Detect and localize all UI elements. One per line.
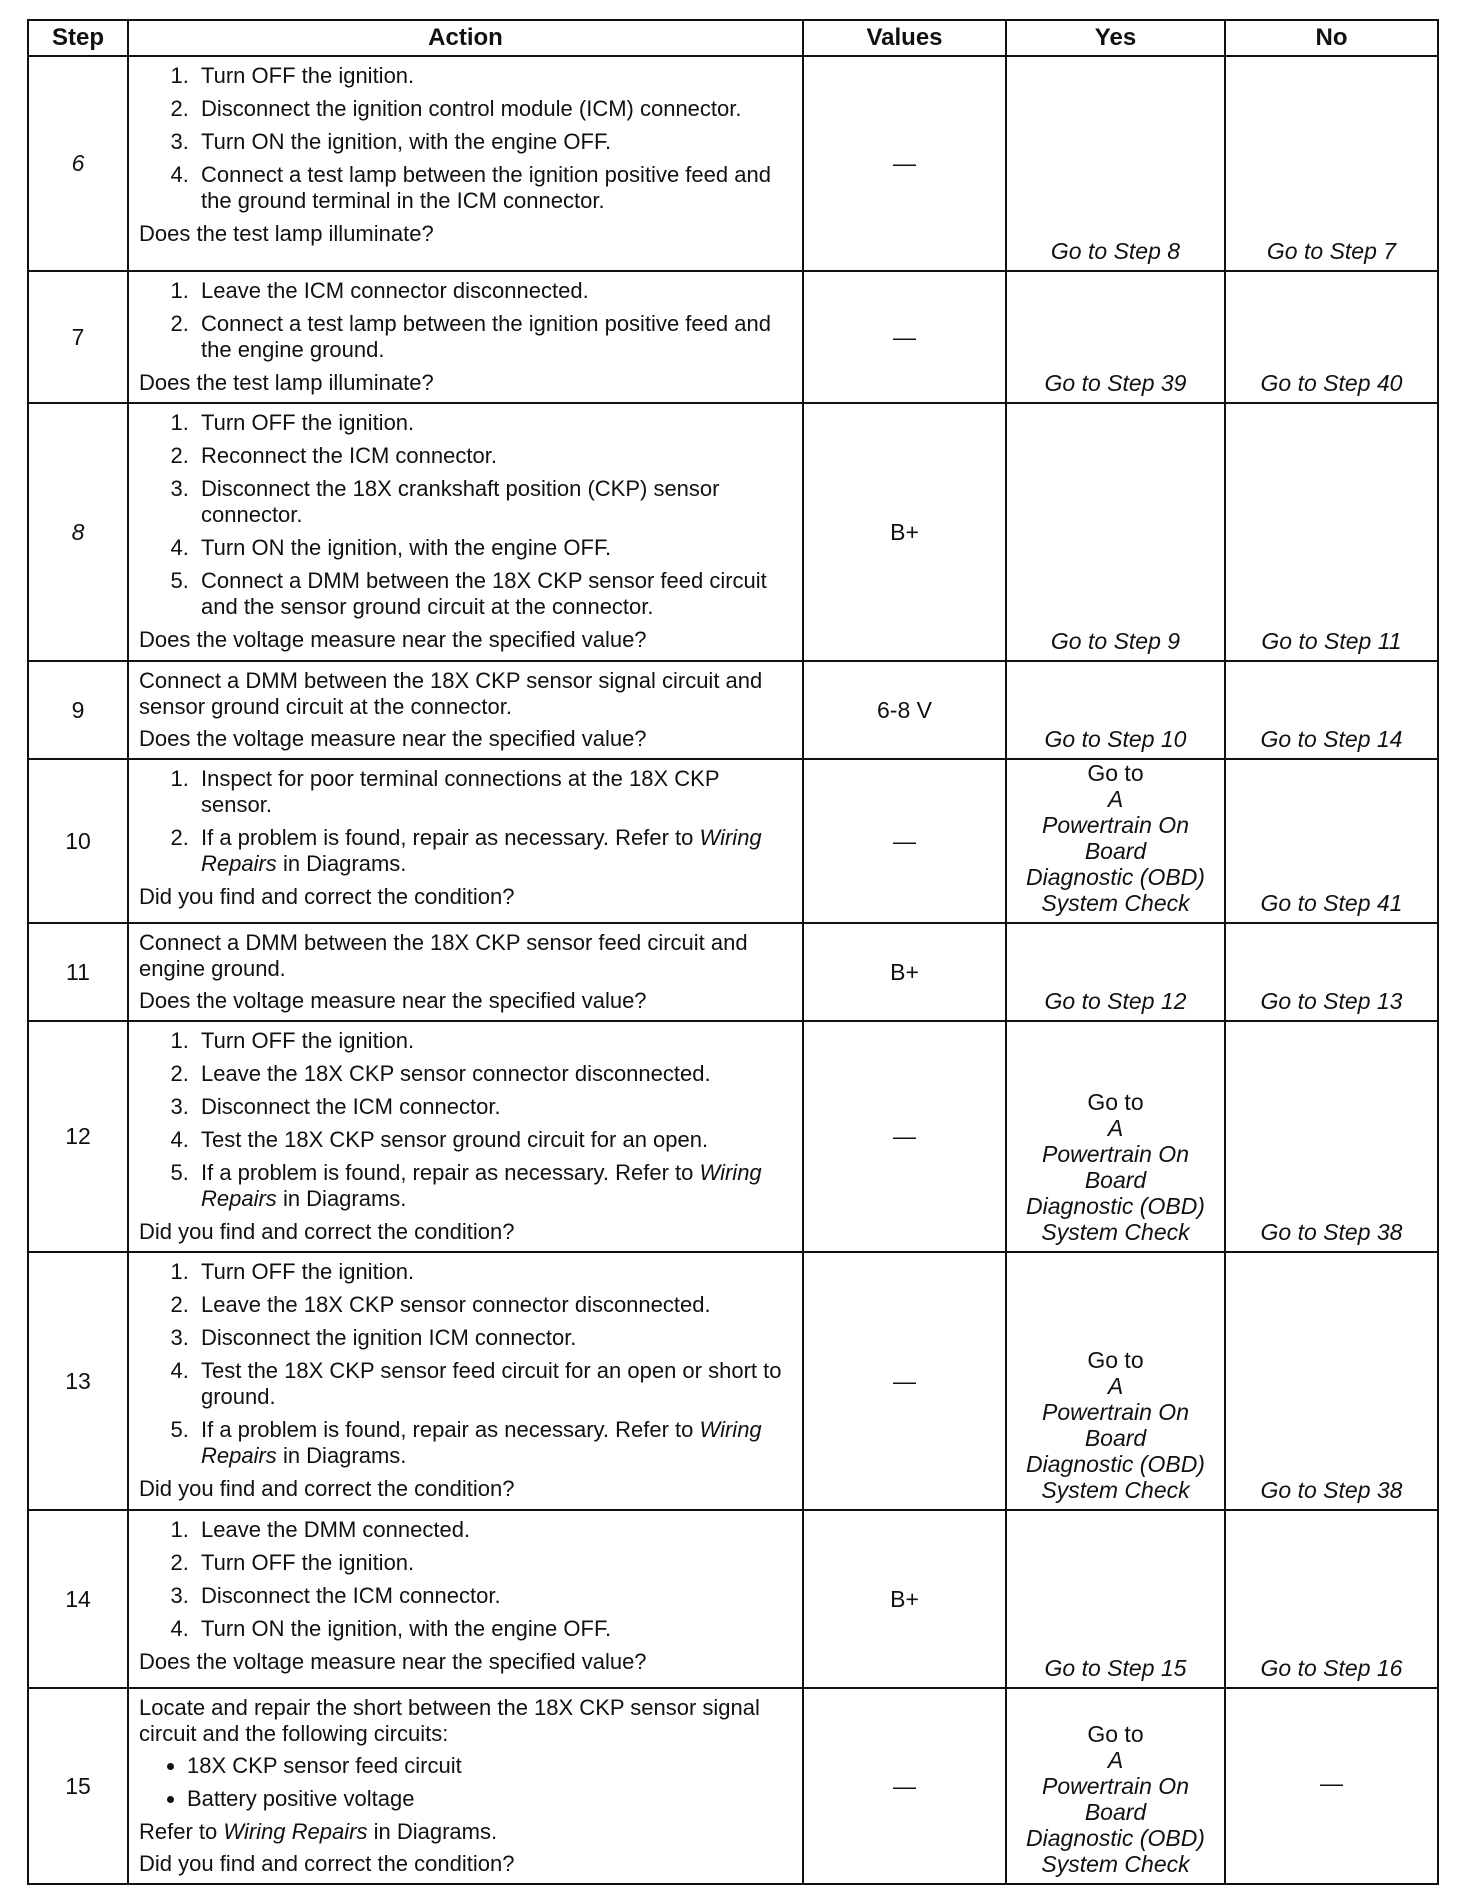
question: Does the test lamp illuminate? — [139, 370, 434, 395]
yes-cell: Go to Step 15 — [1006, 1510, 1225, 1688]
obd-a: A — [1107, 1115, 1124, 1141]
list-item — [195, 825, 792, 877]
yes-cell: Go to Step 39 — [1006, 271, 1225, 403]
values-cell: — — [803, 759, 1006, 923]
obd-line: Board — [1084, 1799, 1147, 1825]
obd-line: Diagnostic (OBD) — [1026, 864, 1205, 890]
list-item: 2. Turn OFF the ignition. — [195, 1550, 792, 1576]
header-step: Step — [28, 20, 128, 56]
step-number: 11 — [28, 923, 128, 1021]
yes-cell: Go to Step 10 — [1006, 661, 1225, 759]
values-cell: — — [803, 271, 1006, 403]
obd-line: Diagnostic (OBD) — [1026, 1193, 1205, 1219]
list-item: 1. Inspect for poor terminal connections at the 18X CKP sensor. — [195, 766, 792, 818]
obd-reference — [1007, 1721, 1224, 1877]
obd-line: Board — [1084, 1167, 1147, 1193]
table-row-step-6 — [28, 56, 1438, 271]
list-item: 2. Reconnect the ICM connector. — [195, 443, 792, 469]
table-row-step-7 — [28, 271, 1438, 403]
list-item: • 18X CKP sensor feed circuit — [187, 1753, 792, 1779]
table-row-step-13 — [28, 1252, 1438, 1510]
action-list — [139, 278, 792, 363]
obd-line: System Check — [1041, 1219, 1190, 1245]
action-cell — [128, 1252, 803, 1510]
table-row-step-14 — [28, 1510, 1438, 1688]
action-list — [139, 766, 792, 877]
action-cell — [128, 1688, 803, 1884]
item-text: Refer to — [139, 1819, 218, 1844]
header-yes: Yes — [1006, 20, 1225, 56]
obd-a: A — [1107, 1747, 1124, 1773]
table-row-step-10 — [28, 759, 1438, 923]
list-item — [195, 1160, 792, 1212]
wiring-repairs-ref: Wiring Repairs — [201, 1160, 762, 1211]
table-row-step-11 — [28, 923, 1438, 1021]
action-text: Locate and repair the short between the 18X CKP sensor signal circuit and the following circuits: — [139, 1695, 760, 1746]
item-text: If a problem is found, repair as necessary. Refer to — [201, 1417, 694, 1442]
values-cell: — — [803, 1252, 1006, 1510]
list-item: 1. Turn OFF the ignition. — [195, 1259, 792, 1285]
step-number: 8 — [28, 403, 128, 661]
item-text: in Diagrams. — [373, 1819, 498, 1844]
no-cell: Go to Step 40 — [1225, 271, 1438, 403]
values-cell: B+ — [803, 403, 1006, 661]
values-cell: B+ — [803, 923, 1006, 1021]
list-item: 1. Turn OFF the ignition. — [195, 63, 792, 89]
yes-cell — [1006, 1688, 1225, 1884]
action-list — [139, 1028, 792, 1212]
list-item: 2. Disconnect the ignition control module (ICM) connector. — [195, 96, 792, 122]
action-text: Connect a DMM between the 18X CKP sensor signal circuit and sensor ground circuit at the connector. — [139, 668, 763, 719]
obd-line: Powertrain On — [1041, 1399, 1189, 1425]
no-cell: Go to Step 41 — [1225, 759, 1438, 923]
obd-reference — [1007, 1089, 1224, 1245]
values-cell: — — [803, 1688, 1006, 1884]
list-item: 1. Leave the ICM connector disconnected. — [195, 278, 792, 304]
no-cell: — — [1225, 1688, 1438, 1884]
no-cell: Go to Step 11 — [1225, 403, 1438, 661]
obd-line: Board — [1084, 838, 1147, 864]
list-item: 1. Turn OFF the ignition. — [195, 410, 792, 436]
item-text: If a problem is found, repair as necessary. Refer to — [201, 825, 694, 850]
step-number: 15 — [28, 1688, 128, 1884]
no-cell: Go to Step 16 — [1225, 1510, 1438, 1688]
list-item: 2. Leave the 18X CKP sensor connector disconnected. — [195, 1292, 792, 1318]
step-number: 12 — [28, 1021, 128, 1252]
action-cell — [128, 1510, 803, 1688]
action-cell — [128, 1021, 803, 1252]
yes-cell: Go to Step 9 — [1006, 403, 1225, 661]
question: Did you find and correct the condition? — [139, 1219, 515, 1244]
values-cell: B+ — [803, 1510, 1006, 1688]
step-number: 14 — [28, 1510, 128, 1688]
header-row — [28, 20, 1438, 56]
list-item: • Battery positive voltage — [187, 1786, 792, 1812]
list-item: 3. Turn ON the ignition, with the engine OFF. — [195, 129, 792, 155]
action-cell — [128, 271, 803, 403]
bullet-list — [139, 1753, 792, 1812]
step-number: 7 — [28, 271, 128, 403]
no-cell: Go to Step 7 — [1225, 56, 1438, 271]
question: Did you find and correct the condition? — [139, 1851, 515, 1876]
list-item: 3. Disconnect the 18X crankshaft position (CKP) sensor connector. — [195, 476, 792, 528]
values-cell: 6-8 V — [803, 661, 1006, 759]
item-text: If a problem is found, repair as necessary. Refer to — [201, 1160, 694, 1185]
list-item — [195, 1417, 792, 1469]
action-list — [139, 63, 792, 214]
header-values: Values — [803, 20, 1006, 56]
question: Does the test lamp illuminate? — [139, 221, 434, 246]
goto-text: Go to — [1087, 760, 1144, 786]
action-cell — [128, 56, 803, 271]
list-item: 3. Disconnect the ICM connector. — [195, 1583, 792, 1609]
obd-line: Powertrain On — [1041, 1141, 1189, 1167]
list-item: 3. Disconnect the ignition ICM connector. — [195, 1325, 792, 1351]
refer-text — [139, 1819, 792, 1845]
obd-line — [1007, 1721, 1224, 1773]
no-cell: Go to Step 14 — [1225, 661, 1438, 759]
obd-reference — [1007, 1347, 1224, 1503]
yes-cell — [1006, 759, 1225, 923]
obd-line: System Check — [1041, 890, 1190, 916]
yes-cell — [1006, 1252, 1225, 1510]
yes-cell: Go to Step 8 — [1006, 56, 1225, 271]
values-cell: — — [803, 56, 1006, 271]
values-cell: — — [803, 1021, 1006, 1252]
obd-line: Powertrain On — [1041, 1773, 1189, 1799]
obd-line — [1007, 1089, 1224, 1141]
obd-line — [1007, 1347, 1224, 1399]
action-text: Connect a DMM between the 18X CKP sensor feed circuit and engine ground. — [139, 930, 748, 981]
question: Did you find and correct the condition? — [139, 1476, 515, 1501]
obd-reference — [1007, 760, 1224, 916]
wiring-repairs-ref: Wiring Repairs — [201, 825, 762, 876]
item-text: in Diagrams. — [282, 1443, 407, 1468]
wiring-repairs-ref: Wiring Repairs — [201, 1417, 762, 1468]
action-cell — [128, 759, 803, 923]
action-cell — [128, 661, 803, 759]
obd-a: A — [1107, 1373, 1124, 1399]
obd-line: System Check — [1041, 1477, 1190, 1503]
list-item: 5. Connect a DMM between the 18X CKP sensor feed circuit and the sensor ground circuit at the connector. — [195, 568, 792, 620]
yes-cell: Go to Step 12 — [1006, 923, 1225, 1021]
step-number: 6 — [28, 56, 128, 271]
list-item: 4. Test the 18X CKP sensor ground circuit for an open. — [195, 1127, 792, 1153]
list-item: 4. Connect a test lamp between the ignition positive feed and the ground terminal in the ICM connector. — [195, 162, 792, 214]
question: Did you find and correct the condition? — [139, 884, 515, 909]
obd-a: A — [1107, 786, 1124, 812]
step-number: 9 — [28, 661, 128, 759]
action-cell — [128, 923, 803, 1021]
list-item: 1. Leave the DMM connected. — [195, 1517, 792, 1543]
obd-line: System Check — [1041, 1851, 1190, 1877]
action-list — [139, 1517, 792, 1642]
list-item: 3. Disconnect the ICM connector. — [195, 1094, 792, 1120]
question: Does the voltage measure near the specified value? — [139, 988, 647, 1013]
no-cell: Go to Step 38 — [1225, 1252, 1438, 1510]
list-item: 2. Connect a test lamp between the ignition positive feed and the engine ground. — [195, 311, 792, 363]
item-text: in Diagrams. — [282, 1186, 407, 1211]
wiring-repairs-ref: Wiring Repairs — [223, 1819, 368, 1844]
obd-line: Board — [1084, 1425, 1147, 1451]
obd-line: Diagnostic (OBD) — [1026, 1451, 1205, 1477]
goto-text: Go to — [1087, 1347, 1144, 1373]
list-item: 4. Turn ON the ignition, with the engine OFF. — [195, 535, 792, 561]
goto-text: Go to — [1087, 1089, 1144, 1115]
goto-text: Go to — [1087, 1721, 1144, 1747]
table-row-step-15 — [28, 1688, 1438, 1884]
list-item: 4. Turn ON the ignition, with the engine OFF. — [195, 1616, 792, 1642]
table-row-step-8 — [28, 403, 1438, 661]
obd-line: Powertrain On — [1041, 812, 1189, 838]
question: Does the voltage measure near the specified value? — [139, 1649, 647, 1674]
diagnostic-table — [27, 19, 1439, 1885]
obd-line: Diagnostic (OBD) — [1026, 1825, 1205, 1851]
step-number: 13 — [28, 1252, 128, 1510]
no-cell: Go to Step 13 — [1225, 923, 1438, 1021]
table-row-step-9 — [28, 661, 1438, 759]
obd-line — [1007, 760, 1224, 812]
item-text: in Diagrams. — [282, 851, 407, 876]
list-item: 1. Turn OFF the ignition. — [195, 1028, 792, 1054]
action-list — [139, 410, 792, 620]
no-cell: Go to Step 38 — [1225, 1021, 1438, 1252]
action-list — [139, 1259, 792, 1469]
action-cell — [128, 403, 803, 661]
table-row-step-12 — [28, 1021, 1438, 1252]
step-number: 10 — [28, 759, 128, 923]
list-item: 4. Test the 18X CKP sensor feed circuit for an open or short to ground. — [195, 1358, 792, 1410]
header-no: No — [1225, 20, 1438, 56]
question: Does the voltage measure near the specified value? — [139, 726, 647, 751]
list-item: 2. Leave the 18X CKP sensor connector disconnected. — [195, 1061, 792, 1087]
header-action: Action — [128, 20, 803, 56]
yes-cell — [1006, 1021, 1225, 1252]
question: Does the voltage measure near the specified value? — [139, 627, 647, 652]
